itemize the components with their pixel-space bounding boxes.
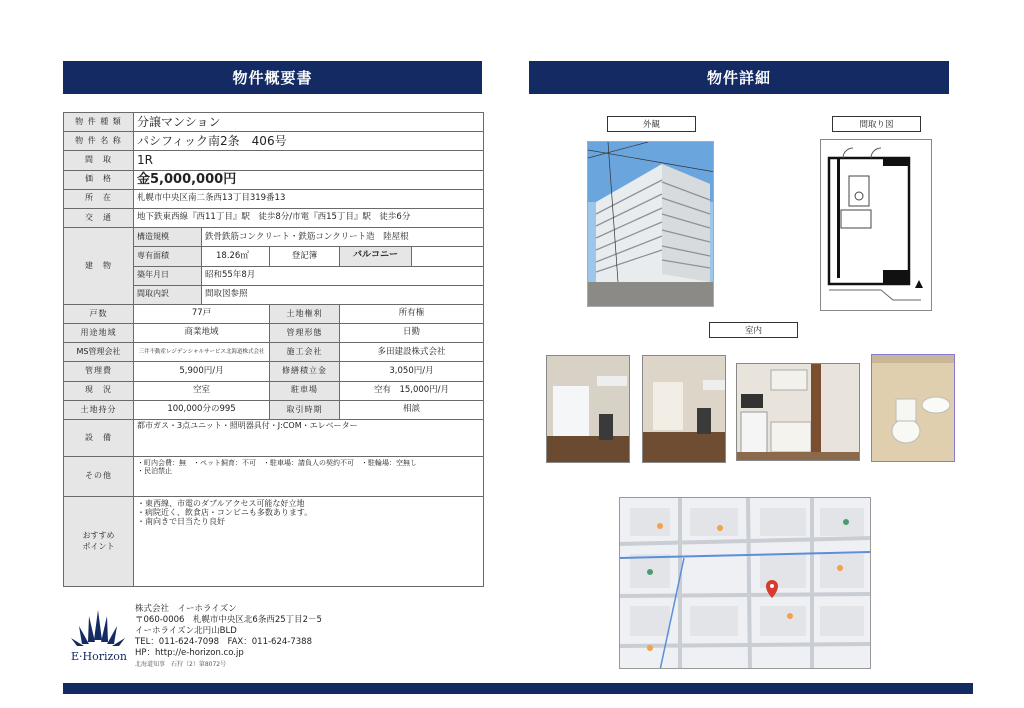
- detail-title-banner: [529, 61, 949, 94]
- mgmt-form-label: 管理形態: [270, 324, 340, 343]
- footer-bar: [63, 683, 973, 694]
- exterior-tag: 外観: [607, 116, 696, 132]
- table-row: [64, 189, 484, 208]
- layout-value: 1R: [134, 151, 484, 170]
- price-value: 金5,000,000円: [134, 170, 484, 189]
- access-value: 地下鉄東西線『西11丁目』駅 徒歩8分/市電『西15丁目』駅 徒歩6分: [134, 208, 484, 227]
- location-map: [619, 497, 871, 669]
- table-row: [64, 420, 484, 457]
- other-label: その他: [64, 457, 134, 497]
- summary-title: 物件概要書: [232, 69, 313, 87]
- table-row: [64, 228, 484, 247]
- mgmt-form-value: 日勤: [340, 324, 484, 343]
- company-phone: TEL：011-624-7098 FAX：011-624-7388: [135, 637, 312, 647]
- balcony-label: バルコニー: [340, 247, 412, 266]
- balcony-value: [412, 247, 484, 266]
- type-value: 分譲マンション: [134, 113, 484, 132]
- units-value: 77戸: [134, 304, 270, 323]
- interior-photo: [871, 354, 955, 462]
- parking-label: 駐車場: [270, 381, 340, 400]
- land-share-label: 土地持分: [64, 400, 134, 419]
- type-label: 物 件 種 類: [64, 113, 134, 132]
- registry-label: 登記簿: [270, 247, 340, 266]
- address-value: 札幌市中央区南二条西13丁目319番13: [134, 189, 484, 208]
- other-line: ・町内会費：無 ・ペット飼育：不可 ・駐車場：請負人の契約不可 ・駐輪場：空無し: [137, 459, 417, 467]
- summary-title-banner: [63, 61, 482, 94]
- table-row: [64, 362, 484, 381]
- company-building: イーホライズン北円山BLD: [135, 626, 237, 636]
- floorplan-breakdown-label: 間取内訳: [134, 285, 202, 304]
- layout-label: 間 取: [64, 151, 134, 170]
- name-value: パシフィック南2条 406号: [134, 132, 484, 151]
- builder-label: 施工会社: [270, 343, 340, 362]
- building-label: 建 物: [64, 228, 134, 305]
- logo-text: E·Horizon: [70, 650, 128, 663]
- detail-title: 物件詳細: [706, 69, 771, 87]
- land-right-value: 所有権: [340, 304, 484, 323]
- recommend-label: [64, 497, 134, 587]
- interior-tag: 室内: [709, 322, 798, 338]
- equipment-label: 設 備: [64, 420, 134, 457]
- land-right-label: 土地権利: [270, 304, 340, 323]
- company-info: [135, 604, 322, 670]
- ms-mgmt-label: MS管理会社: [64, 343, 134, 362]
- table-row: [64, 343, 484, 362]
- access-label: 交 通: [64, 208, 134, 227]
- table-row: [64, 208, 484, 227]
- zoning-value: 商業地域: [134, 324, 270, 343]
- equipment-value: 都市ガス・3点ユニット・照明器具付・J:COM・エレベーター: [134, 420, 484, 457]
- table-row: [64, 324, 484, 343]
- table-row: [64, 170, 484, 189]
- price-label: 価 格: [64, 170, 134, 189]
- mgmt-fee-label: 管理費: [64, 362, 134, 381]
- status-label: 現 況: [64, 381, 134, 400]
- company-website: HP：http://e-horizon.co.jp: [135, 648, 244, 658]
- address-label: 所 在: [64, 189, 134, 208]
- recommend-label-line: ポイント: [82, 541, 115, 551]
- parking-value: 空有 15,000円/月: [340, 381, 484, 400]
- repair-fund-label: 修繕積立金: [270, 362, 340, 381]
- built-value: 昭和55年8月: [202, 266, 484, 285]
- recommend-line: ・東西線、市電のダブルアクセス可能な好立地: [137, 499, 305, 508]
- company-address: 〒060-0006 札幌市中央区北6条西25丁目2－5: [135, 615, 322, 625]
- floor-plan-drawing: [820, 139, 932, 311]
- floorplan-breakdown-value: 間取図参照: [202, 285, 484, 304]
- structure-label: 構造規模: [134, 228, 202, 247]
- status-value: 空室: [134, 381, 270, 400]
- area-label: 専有面積: [134, 247, 202, 266]
- recommend-label-line: おすすめ: [82, 531, 115, 541]
- mgmt-fee-value: 5,900円/月: [134, 362, 270, 381]
- table-row: [64, 400, 484, 419]
- land-share-value: 100,000分の995: [134, 400, 270, 419]
- floor-plan-tag: 間取り図: [832, 116, 921, 132]
- deal-timing-value: 相談: [340, 400, 484, 419]
- ms-mgmt-value: 三井不動産レジデンシャルサービス北海道株式会社: [134, 343, 270, 362]
- table-row: [64, 132, 484, 151]
- other-line: ・民泊禁止: [137, 467, 172, 476]
- builder-value: 多田建設株式会社: [340, 343, 484, 362]
- zoning-label: 用途地域: [64, 324, 134, 343]
- table-row: [64, 497, 484, 587]
- recommend-value: [134, 497, 484, 587]
- table-row: [64, 457, 484, 497]
- deal-timing-label: 取引時期: [270, 400, 340, 419]
- table-row: [64, 113, 484, 132]
- area-value: 18.26㎡: [202, 247, 270, 266]
- interior-photo: [736, 363, 860, 461]
- property-summary-table: [63, 112, 484, 587]
- recommend-line: ・病院近く、飲食店・コンビニも多数あります。: [137, 508, 313, 518]
- interior-photo: [546, 355, 630, 463]
- company-block: [63, 604, 483, 678]
- name-label: 物 件 名 称: [64, 132, 134, 151]
- recommend-line: ・南向きで日当たり良好: [137, 517, 225, 527]
- interior-photo: [642, 355, 726, 463]
- repair-fund-value: 3,050円/月: [340, 362, 484, 381]
- structure-value: 鉄骨鉄筋コンクリート・鉄筋コンクリート造 陸屋根: [202, 228, 484, 247]
- table-row: [64, 151, 484, 170]
- units-label: 戸数: [64, 304, 134, 323]
- other-value: [134, 457, 484, 497]
- building-exterior-photo: [587, 141, 714, 307]
- license-number: 北海道知事 石狩（2）第8072号: [135, 661, 227, 668]
- built-label: 築年月日: [134, 266, 202, 285]
- table-row: [64, 381, 484, 400]
- table-row: [64, 304, 484, 323]
- company-name: 株式会社 イーホライズン: [135, 604, 237, 614]
